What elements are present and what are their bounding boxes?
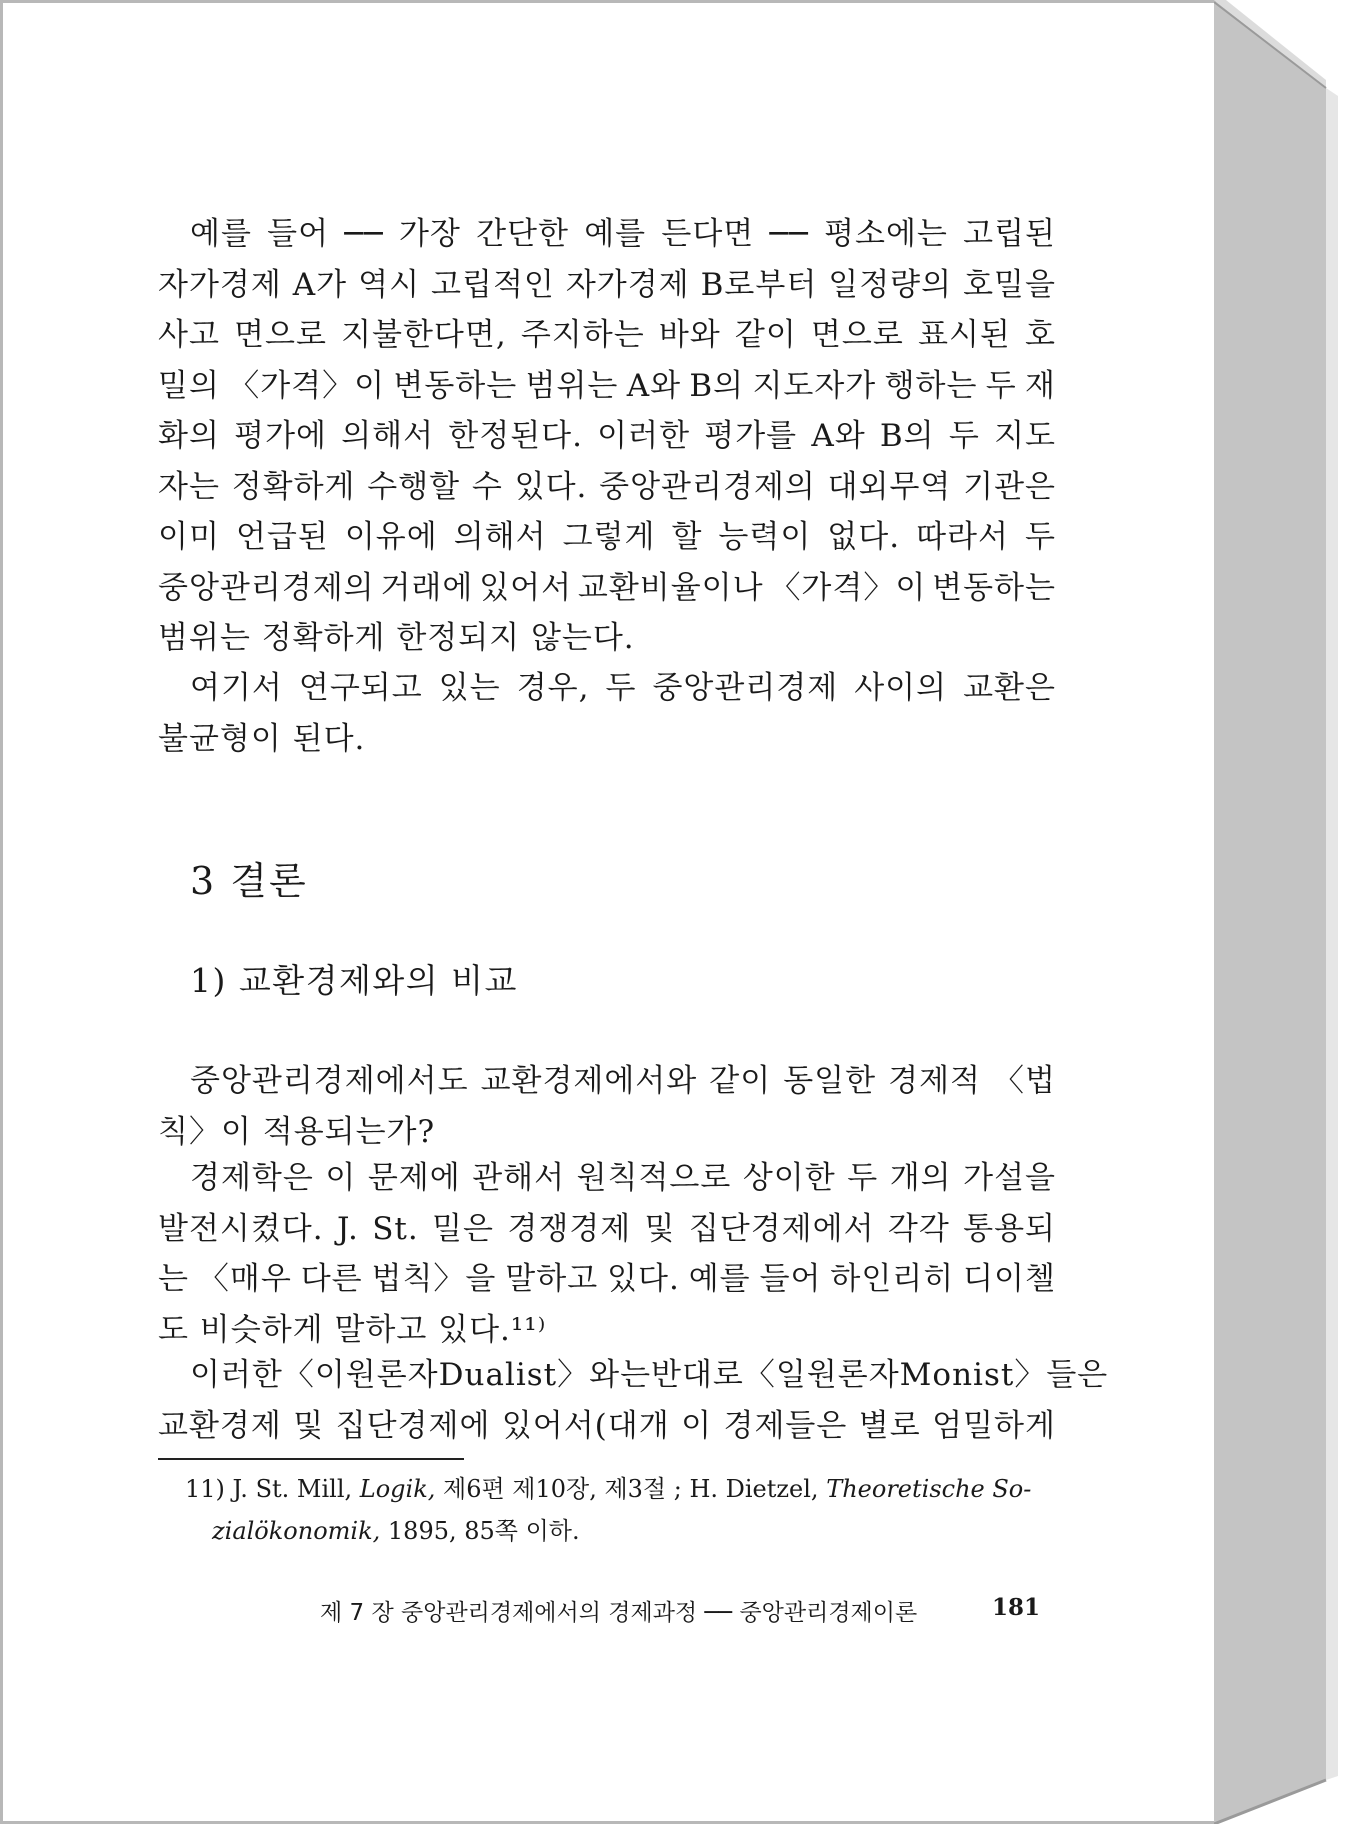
paragraph-5 [158, 1350, 1109, 1451]
chapter-title: 제 7 장 중앙관리경제에서의 경제과정 ── 중앙관리경제이론 [320, 1600, 918, 1626]
text-line: 는 〈매우 다른 법칙〉을 말하고 있다. 예를 들어 하인리히 디이첼 [158, 1261, 1056, 1297]
text-line: 칙〉이 적용되는가? [158, 1113, 436, 1150]
footnote-divider [158, 1458, 464, 1460]
footnote-reference: 제6편 제10장, 제3절 ; H. Dietzel, [443, 1475, 819, 1503]
running-footer [320, 1594, 1040, 1627]
book-edge-shading [1214, 0, 1368, 1824]
section-heading: 3 결론 [190, 859, 308, 903]
paragraph-3 [158, 1056, 1056, 1157]
text-line: 여기서 연구되고 있는 경우, 두 중앙관리경제 사이의 교환은 [190, 670, 1056, 706]
paragraph-2 [158, 663, 1056, 764]
paragraph-1 [158, 209, 1056, 664]
text-line: 사고 면으로 지불한다면, 주지하는 바와 같이 면으로 표시된 호 [158, 317, 1056, 353]
page-number: 181 [991, 1594, 1040, 1621]
subsection-heading: 1) 교환경제와의 비교 [190, 961, 518, 1000]
text-line: 이러한 〈이원론자 Dualist〉와는 반대로 〈일원론자 Monist〉들은 [190, 1357, 1109, 1393]
footnote-number: 11) [185, 1475, 225, 1503]
text-line: 이미 언급된 이유에 의해서 그렇게 할 능력이 없다. 따라서 두 [158, 519, 1056, 555]
footnote-reference: 1895, 85쪽 이하. [387, 1517, 580, 1545]
footnote-title: Theoretische So- [826, 1475, 1032, 1503]
text-line: 자는 정확하게 수행할 수 있다. 중앙관리경제의 대외무역 기관은 [158, 468, 1056, 505]
text-line: 경제학은 이 문제에 관해서 원칙적으로 상이한 두 개의 가설을 [190, 1160, 1056, 1196]
footnote-title: Logik, [359, 1475, 436, 1503]
footnote-author: J. St. Mill, [232, 1475, 353, 1503]
text-line: 밀의 〈가격〉이 변동하는 범위는 A와 B의 지도자가 행하는 두 재 [158, 367, 1056, 404]
text-line: 중앙관리경제의 거래에 있어서 교환비율이나 〈가격〉이 변동하는 [158, 569, 1056, 606]
text-line: 도 비슷하게 말하고 있다.¹¹⁾ [158, 1311, 547, 1348]
text-line: 예를 들어 ── 가장 간단한 예를 든다면 ── 평소에는 고립된 [190, 216, 1056, 252]
text-line: 교환경제 및 집단경제에 있어서(대개 이 경제들은 별로 엄밀하게 [158, 1407, 1056, 1444]
footnote-title: zialökonomik, [212, 1517, 381, 1545]
paragraph-4 [158, 1153, 1056, 1355]
text-line: 발전시켰다. J. St. 밀은 경쟁경제 및 집단경제에서 각각 통용되 [158, 1210, 1056, 1247]
footnote [185, 1468, 1065, 1552]
text-line: 불균형이 된다. [158, 720, 366, 757]
text-line: 범위는 정확하게 한정되지 않는다. [158, 620, 635, 656]
text-line: 자가경제 A가 역시 고립적인 자가경제 B로부터 일정량의 호밀을 [158, 266, 1056, 303]
text-line: 중앙관리경제에서도 교환경제에서와 같이 동일한 경제적 〈법 [190, 1063, 1056, 1099]
text-line: 화의 평가에 의해서 한정된다. 이러한 평가를 A와 B의 두 지도 [158, 418, 1056, 454]
